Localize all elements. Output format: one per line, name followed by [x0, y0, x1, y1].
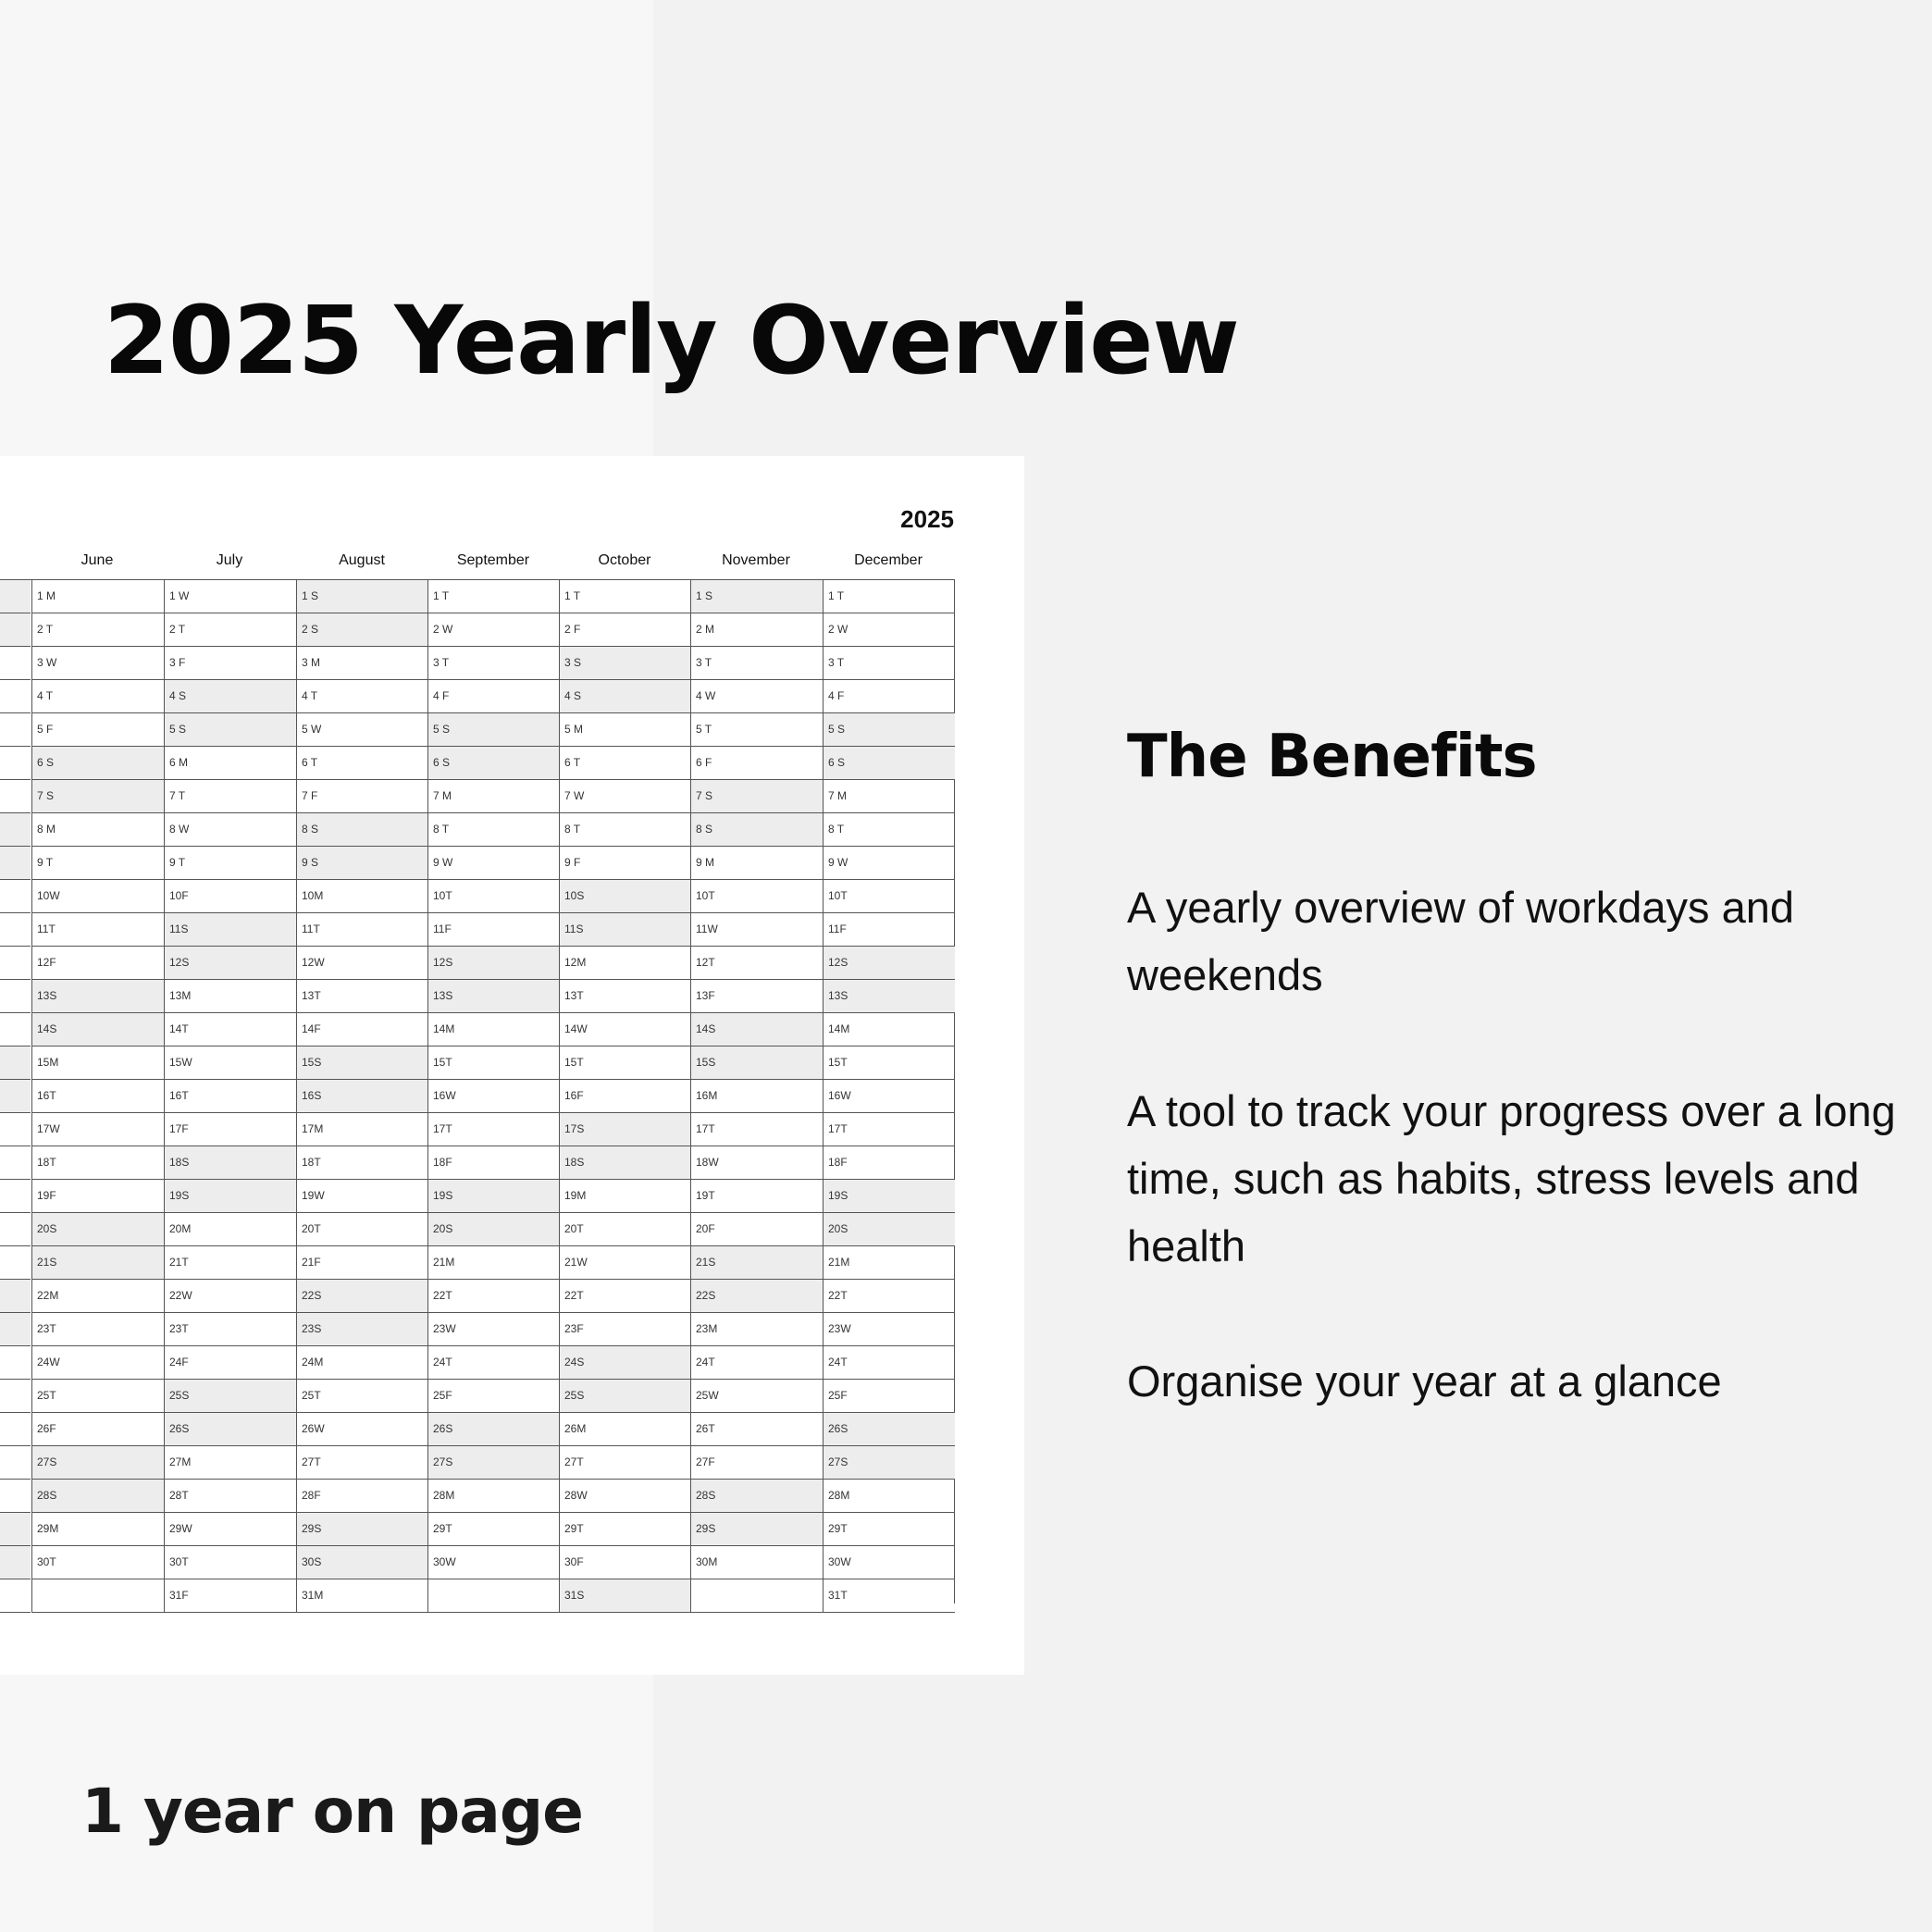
day-cell[interactable]: 10T: [427, 880, 560, 913]
day-cell[interactable]: 13M: [164, 980, 296, 1013]
month-label-november: November: [722, 552, 790, 568]
day-cell[interactable]: 7 F: [296, 780, 428, 813]
day-cell[interactable]: [0, 1546, 31, 1579]
day-cell[interactable]: [0, 1380, 31, 1413]
day-cell[interactable]: 29S: [690, 1513, 823, 1546]
day-cell[interactable]: 25F: [823, 1380, 955, 1413]
day-cell[interactable]: 18S: [559, 1146, 691, 1180]
day-cell[interactable]: 23T: [31, 1313, 164, 1346]
day-cell[interactable]: 28W: [559, 1480, 691, 1513]
day-cell[interactable]: 26S: [823, 1413, 955, 1446]
benefit-item-2: A tool to track your progress over a long time, such as habits, stress levels and health: [1127, 1086, 1896, 1270]
day-cell[interactable]: 28S: [690, 1480, 823, 1513]
day-cell[interactable]: 9 S: [296, 847, 428, 880]
day-cell[interactable]: 10F: [164, 880, 296, 913]
day-cell[interactable]: 13S: [427, 980, 560, 1013]
day-cell[interactable]: 26S: [164, 1413, 296, 1446]
day-cell[interactable]: 16W: [823, 1080, 955, 1113]
day-cell[interactable]: 8 M: [31, 813, 164, 847]
day-cell[interactable]: 7 M: [427, 780, 560, 813]
day-cell[interactable]: 9 F: [559, 847, 691, 880]
day-cell[interactable]: 3 S: [559, 647, 691, 680]
day-cell[interactable]: 2 T: [31, 613, 164, 647]
day-cell[interactable]: [0, 1280, 31, 1313]
day-cell[interactable]: 1 T: [823, 580, 955, 613]
day-cell[interactable]: 11S: [164, 913, 296, 947]
day-cell[interactable]: 10M: [296, 880, 428, 913]
day-cell[interactable]: 21M: [823, 1246, 955, 1280]
day-cell[interactable]: 21F: [296, 1246, 428, 1280]
month-label-october: October: [598, 552, 651, 568]
day-cell[interactable]: 14M: [823, 1013, 955, 1046]
day-cell[interactable]: 1 S: [296, 580, 428, 613]
day-cell[interactable]: 14S: [690, 1013, 823, 1046]
day-cell[interactable]: 20S: [823, 1213, 955, 1246]
month-label-july: July: [216, 552, 243, 568]
month-column-may: [0, 580, 31, 1604]
day-cell[interactable]: 23T: [164, 1313, 296, 1346]
day-cell[interactable]: 21W: [559, 1246, 691, 1280]
day-cell[interactable]: 30S: [296, 1546, 428, 1579]
day-cell[interactable]: 17F: [164, 1113, 296, 1146]
day-cell[interactable]: 21M: [427, 1246, 560, 1280]
day-cell[interactable]: 15T: [559, 1046, 691, 1080]
benefit-item-1: A yearly overview of workdays and weekends: [1127, 883, 1794, 999]
day-cell[interactable]: 28S: [31, 1480, 164, 1513]
day-cell[interactable]: 21T: [164, 1246, 296, 1280]
day-cell[interactable]: 4 S: [164, 680, 296, 713]
month-column-october: [559, 580, 691, 1604]
day-cell[interactable]: 26F: [31, 1413, 164, 1446]
day-cell[interactable]: 26M: [559, 1413, 691, 1446]
day-cell[interactable]: 5 F: [31, 713, 164, 747]
day-cell[interactable]: 17T: [823, 1113, 955, 1146]
day-cell[interactable]: [0, 1480, 31, 1513]
day-cell[interactable]: 24S: [559, 1346, 691, 1380]
day-cell[interactable]: 14F: [296, 1013, 428, 1046]
day-cell[interactable]: 14T: [164, 1013, 296, 1046]
day-cell[interactable]: 24T: [823, 1346, 955, 1380]
day-cell[interactable]: 4 T: [296, 680, 428, 713]
day-cell[interactable]: 3 T: [690, 647, 823, 680]
day-cell[interactable]: 2 S: [296, 613, 428, 647]
day-cell[interactable]: 25F: [427, 1380, 560, 1413]
day-cell[interactable]: 25T: [31, 1380, 164, 1413]
day-cell[interactable]: 24W: [31, 1346, 164, 1380]
day-cell[interactable]: 19S: [427, 1180, 560, 1213]
day-cell[interactable]: 2 M: [690, 613, 823, 647]
day-cell[interactable]: [0, 680, 31, 713]
day-cell[interactable]: [0, 647, 31, 680]
day-cell[interactable]: 14S: [31, 1013, 164, 1046]
day-cell[interactable]: 13S: [823, 980, 955, 1013]
day-cell[interactable]: 29T: [559, 1513, 691, 1546]
day-cell[interactable]: [0, 1313, 31, 1346]
day-cell[interactable]: 23S: [296, 1313, 428, 1346]
day-cell[interactable]: 18F: [823, 1146, 955, 1180]
day-cell[interactable]: 24M: [296, 1346, 428, 1380]
day-cell[interactable]: 6 S: [823, 747, 955, 780]
day-cell[interactable]: 2 F: [559, 613, 691, 647]
day-cell[interactable]: 22T: [559, 1280, 691, 1313]
month-label-june: June: [80, 552, 114, 568]
day-cell[interactable]: 1 S: [690, 580, 823, 613]
day-cell[interactable]: 20F: [690, 1213, 823, 1246]
day-cell[interactable]: 3 T: [823, 647, 955, 680]
day-cell[interactable]: 7 S: [690, 780, 823, 813]
day-cell[interactable]: [427, 1579, 560, 1613]
day-cell[interactable]: 9 W: [427, 847, 560, 880]
day-cell[interactable]: 11F: [427, 913, 560, 947]
day-cell[interactable]: 29T: [823, 1513, 955, 1546]
day-cell[interactable]: 30T: [164, 1546, 296, 1579]
day-cell[interactable]: 24T: [690, 1346, 823, 1380]
day-cell[interactable]: 12M: [559, 947, 691, 980]
day-cell[interactable]: 30M: [690, 1546, 823, 1579]
day-cell[interactable]: 13T: [296, 980, 428, 1013]
day-cell[interactable]: 19T: [690, 1180, 823, 1213]
month-label-august: August: [339, 552, 385, 568]
day-cell[interactable]: [690, 1579, 823, 1613]
day-cell[interactable]: 19S: [164, 1180, 296, 1213]
day-cell[interactable]: 30W: [427, 1546, 560, 1579]
day-cell[interactable]: 5 W: [296, 713, 428, 747]
day-cell[interactable]: 12S: [427, 947, 560, 980]
day-cell[interactable]: 4 F: [427, 680, 560, 713]
day-cell[interactable]: 22W: [164, 1280, 296, 1313]
day-cell[interactable]: 20T: [559, 1213, 691, 1246]
day-cell[interactable]: [0, 1413, 31, 1446]
day-cell[interactable]: 15T: [823, 1046, 955, 1080]
day-cell[interactable]: 10T: [823, 880, 955, 913]
day-cell[interactable]: 10S: [559, 880, 691, 913]
day-cell[interactable]: 19F: [31, 1180, 164, 1213]
day-cell[interactable]: [0, 913, 31, 947]
day-cell[interactable]: 14W: [559, 1013, 691, 1046]
day-cell[interactable]: 21S: [690, 1246, 823, 1280]
day-cell[interactable]: 7 W: [559, 780, 691, 813]
day-cell[interactable]: 24T: [427, 1346, 560, 1380]
calendar-sheet: [0, 456, 1024, 1675]
day-cell[interactable]: [0, 1446, 31, 1480]
day-cell[interactable]: [0, 747, 31, 780]
day-cell[interactable]: 15M: [31, 1046, 164, 1080]
day-cell[interactable]: 29W: [164, 1513, 296, 1546]
day-cell[interactable]: 3 F: [164, 647, 296, 680]
day-cell[interactable]: 2 W: [427, 613, 560, 647]
day-cell[interactable]: 29M: [31, 1513, 164, 1546]
day-cell[interactable]: 10W: [31, 880, 164, 913]
day-cell[interactable]: 27F: [690, 1446, 823, 1480]
day-cell[interactable]: 9 M: [690, 847, 823, 880]
day-cell[interactable]: 15T: [427, 1046, 560, 1080]
day-cell[interactable]: 4 T: [31, 680, 164, 713]
day-cell[interactable]: 23F: [559, 1313, 691, 1346]
day-cell[interactable]: [0, 980, 31, 1013]
day-cell[interactable]: 22T: [823, 1280, 955, 1313]
day-cell[interactable]: 20S: [427, 1213, 560, 1246]
day-cell[interactable]: 29T: [427, 1513, 560, 1546]
day-cell[interactable]: 9 T: [31, 847, 164, 880]
day-cell[interactable]: [0, 580, 31, 613]
day-cell[interactable]: 18T: [31, 1146, 164, 1180]
day-cell[interactable]: 27S: [427, 1446, 560, 1480]
day-cell[interactable]: 22T: [427, 1280, 560, 1313]
day-cell[interactable]: 7 M: [823, 780, 955, 813]
day-cell[interactable]: [0, 1579, 31, 1613]
day-cell[interactable]: 5 S: [823, 713, 955, 747]
day-cell[interactable]: 5 S: [164, 713, 296, 747]
day-cell[interactable]: 19M: [559, 1180, 691, 1213]
day-cell[interactable]: 16M: [690, 1080, 823, 1113]
day-cell[interactable]: 20T: [296, 1213, 428, 1246]
day-cell[interactable]: [0, 1146, 31, 1180]
day-cell[interactable]: [0, 847, 31, 880]
day-cell[interactable]: 24F: [164, 1346, 296, 1380]
day-cell[interactable]: 11W: [690, 913, 823, 947]
day-cell[interactable]: 4 F: [823, 680, 955, 713]
day-cell[interactable]: [0, 1246, 31, 1280]
day-cell[interactable]: 27M: [164, 1446, 296, 1480]
month-header-row: [0, 550, 1024, 572]
day-cell[interactable]: 16W: [427, 1080, 560, 1113]
day-cell[interactable]: 11T: [296, 913, 428, 947]
day-cell[interactable]: 13F: [690, 980, 823, 1013]
day-cell[interactable]: 28M: [427, 1480, 560, 1513]
day-cell[interactable]: 8 T: [559, 813, 691, 847]
day-cell[interactable]: [0, 813, 31, 847]
day-cell[interactable]: 12S: [164, 947, 296, 980]
day-cell[interactable]: 9 T: [164, 847, 296, 880]
day-cell[interactable]: [0, 880, 31, 913]
page-title: 2025 Yearly Overview: [104, 286, 1239, 396]
day-cell[interactable]: 1 M: [31, 580, 164, 613]
day-cell[interactable]: 27T: [559, 1446, 691, 1480]
day-cell[interactable]: 2 T: [164, 613, 296, 647]
day-cell[interactable]: 26W: [296, 1413, 428, 1446]
day-cell[interactable]: 17T: [690, 1113, 823, 1146]
day-cell[interactable]: 5 S: [427, 713, 560, 747]
day-cell[interactable]: 5 M: [559, 713, 691, 747]
day-cell[interactable]: 13T: [559, 980, 691, 1013]
day-cell[interactable]: 2 W: [823, 613, 955, 647]
month-column-july: [164, 580, 296, 1604]
day-cell[interactable]: 31S: [559, 1579, 691, 1613]
day-cell[interactable]: 17S: [559, 1113, 691, 1146]
day-cell[interactable]: 19S: [823, 1180, 955, 1213]
day-cell[interactable]: 25S: [559, 1380, 691, 1413]
day-cell[interactable]: 25W: [690, 1380, 823, 1413]
day-cell[interactable]: 6 F: [690, 747, 823, 780]
day-cell[interactable]: [0, 1080, 31, 1113]
benefit-item-3: Organise your year at a glance: [1127, 1356, 1722, 1406]
day-cell[interactable]: 19W: [296, 1180, 428, 1213]
day-cell[interactable]: 12S: [823, 947, 955, 980]
day-cell[interactable]: 1 T: [427, 580, 560, 613]
day-cell[interactable]: 29S: [296, 1513, 428, 1546]
day-cell[interactable]: [0, 1513, 31, 1546]
day-cell[interactable]: 6 T: [559, 747, 691, 780]
day-cell[interactable]: 25T: [296, 1380, 428, 1413]
day-cell[interactable]: 7 S: [31, 780, 164, 813]
day-cell[interactable]: 28M: [823, 1480, 955, 1513]
day-cell[interactable]: [0, 613, 31, 647]
month-column-september: [427, 580, 560, 1604]
day-cell[interactable]: [31, 1579, 164, 1613]
day-cell[interactable]: 4 S: [559, 680, 691, 713]
day-cell[interactable]: 18W: [690, 1146, 823, 1180]
day-cell[interactable]: 30F: [559, 1546, 691, 1579]
day-cell[interactable]: 1 W: [164, 580, 296, 613]
month-column-december: [823, 580, 955, 1604]
day-cell[interactable]: 11S: [559, 913, 691, 947]
day-cell[interactable]: 16F: [559, 1080, 691, 1113]
day-cell[interactable]: 23W: [823, 1313, 955, 1346]
day-cell[interactable]: 6 S: [31, 747, 164, 780]
day-cell[interactable]: [0, 1013, 31, 1046]
day-cell[interactable]: 11F: [823, 913, 955, 947]
day-cell[interactable]: 26T: [690, 1413, 823, 1446]
day-cell[interactable]: 3 M: [296, 647, 428, 680]
day-cell[interactable]: 16S: [296, 1080, 428, 1113]
day-cell[interactable]: 27T: [296, 1446, 428, 1480]
footer-caption: 1 year on page: [81, 1776, 583, 1847]
day-cell[interactable]: 15W: [164, 1046, 296, 1080]
day-cell[interactable]: 5 T: [690, 713, 823, 747]
day-cell[interactable]: 30T: [31, 1546, 164, 1579]
day-cell[interactable]: 16T: [31, 1080, 164, 1113]
day-cell[interactable]: 22S: [690, 1280, 823, 1313]
day-cell[interactable]: 3 T: [427, 647, 560, 680]
day-cell[interactable]: 1 T: [559, 580, 691, 613]
day-cell[interactable]: 4 W: [690, 680, 823, 713]
day-cell[interactable]: 18S: [164, 1146, 296, 1180]
day-cell[interactable]: 22S: [296, 1280, 428, 1313]
day-cell[interactable]: 13S: [31, 980, 164, 1013]
calendar-year: 2025: [900, 505, 954, 533]
day-cell[interactable]: 28T: [164, 1480, 296, 1513]
day-cell[interactable]: 7 T: [164, 780, 296, 813]
day-cell[interactable]: [0, 1346, 31, 1380]
day-cell[interactable]: 23W: [427, 1313, 560, 1346]
day-cell[interactable]: 3 W: [31, 647, 164, 680]
day-cell[interactable]: 15S: [690, 1046, 823, 1080]
day-cell[interactable]: 30W: [823, 1546, 955, 1579]
day-cell[interactable]: 11T: [31, 913, 164, 947]
day-cell[interactable]: 17M: [296, 1113, 428, 1146]
month-label-december: December: [854, 552, 923, 568]
day-cell[interactable]: 12W: [296, 947, 428, 980]
day-cell[interactable]: 20M: [164, 1213, 296, 1246]
month-column-august: [296, 580, 428, 1604]
day-cell[interactable]: 8 T: [823, 813, 955, 847]
day-cell[interactable]: 18T: [296, 1146, 428, 1180]
day-cell[interactable]: 31F: [164, 1579, 296, 1613]
day-cell[interactable]: 12T: [690, 947, 823, 980]
day-cell[interactable]: 31T: [823, 1579, 955, 1613]
day-cell[interactable]: 27S: [31, 1446, 164, 1480]
day-cell[interactable]: 6 T: [296, 747, 428, 780]
day-cell[interactable]: 28F: [296, 1480, 428, 1513]
month-column-november: [690, 580, 823, 1604]
day-cell[interactable]: 14M: [427, 1013, 560, 1046]
day-cell[interactable]: 15S: [296, 1046, 428, 1080]
day-cell[interactable]: [0, 1213, 31, 1246]
day-cell[interactable]: 17T: [427, 1113, 560, 1146]
day-cell[interactable]: 6 S: [427, 747, 560, 780]
day-cell[interactable]: [0, 780, 31, 813]
day-cell[interactable]: 10T: [690, 880, 823, 913]
day-cell[interactable]: 16T: [164, 1080, 296, 1113]
day-cell[interactable]: [0, 1113, 31, 1146]
day-cell[interactable]: 8 T: [427, 813, 560, 847]
day-cell[interactable]: 20S: [31, 1213, 164, 1246]
day-cell[interactable]: 26S: [427, 1413, 560, 1446]
benefits-heading: The Benefits: [1127, 723, 1537, 791]
day-cell[interactable]: 17W: [31, 1113, 164, 1146]
day-cell[interactable]: 21S: [31, 1246, 164, 1280]
day-cell[interactable]: [0, 947, 31, 980]
day-cell[interactable]: 8 S: [690, 813, 823, 847]
day-cell[interactable]: 27S: [823, 1446, 955, 1480]
day-cell[interactable]: 22M: [31, 1280, 164, 1313]
day-cell[interactable]: [0, 713, 31, 747]
day-cell[interactable]: [0, 1046, 31, 1080]
day-cell[interactable]: 8 W: [164, 813, 296, 847]
day-cell[interactable]: 18F: [427, 1146, 560, 1180]
day-cell[interactable]: 23M: [690, 1313, 823, 1346]
day-cell[interactable]: 6 M: [164, 747, 296, 780]
day-cell[interactable]: 8 S: [296, 813, 428, 847]
day-cell[interactable]: 25S: [164, 1380, 296, 1413]
day-cell[interactable]: [0, 1180, 31, 1213]
month-column-june: [31, 580, 164, 1604]
calendar-grid: [0, 579, 955, 1604]
day-cell[interactable]: 9 W: [823, 847, 955, 880]
day-cell[interactable]: 12F: [31, 947, 164, 980]
day-cell[interactable]: 31M: [296, 1579, 428, 1613]
month-label-september: September: [456, 552, 530, 568]
